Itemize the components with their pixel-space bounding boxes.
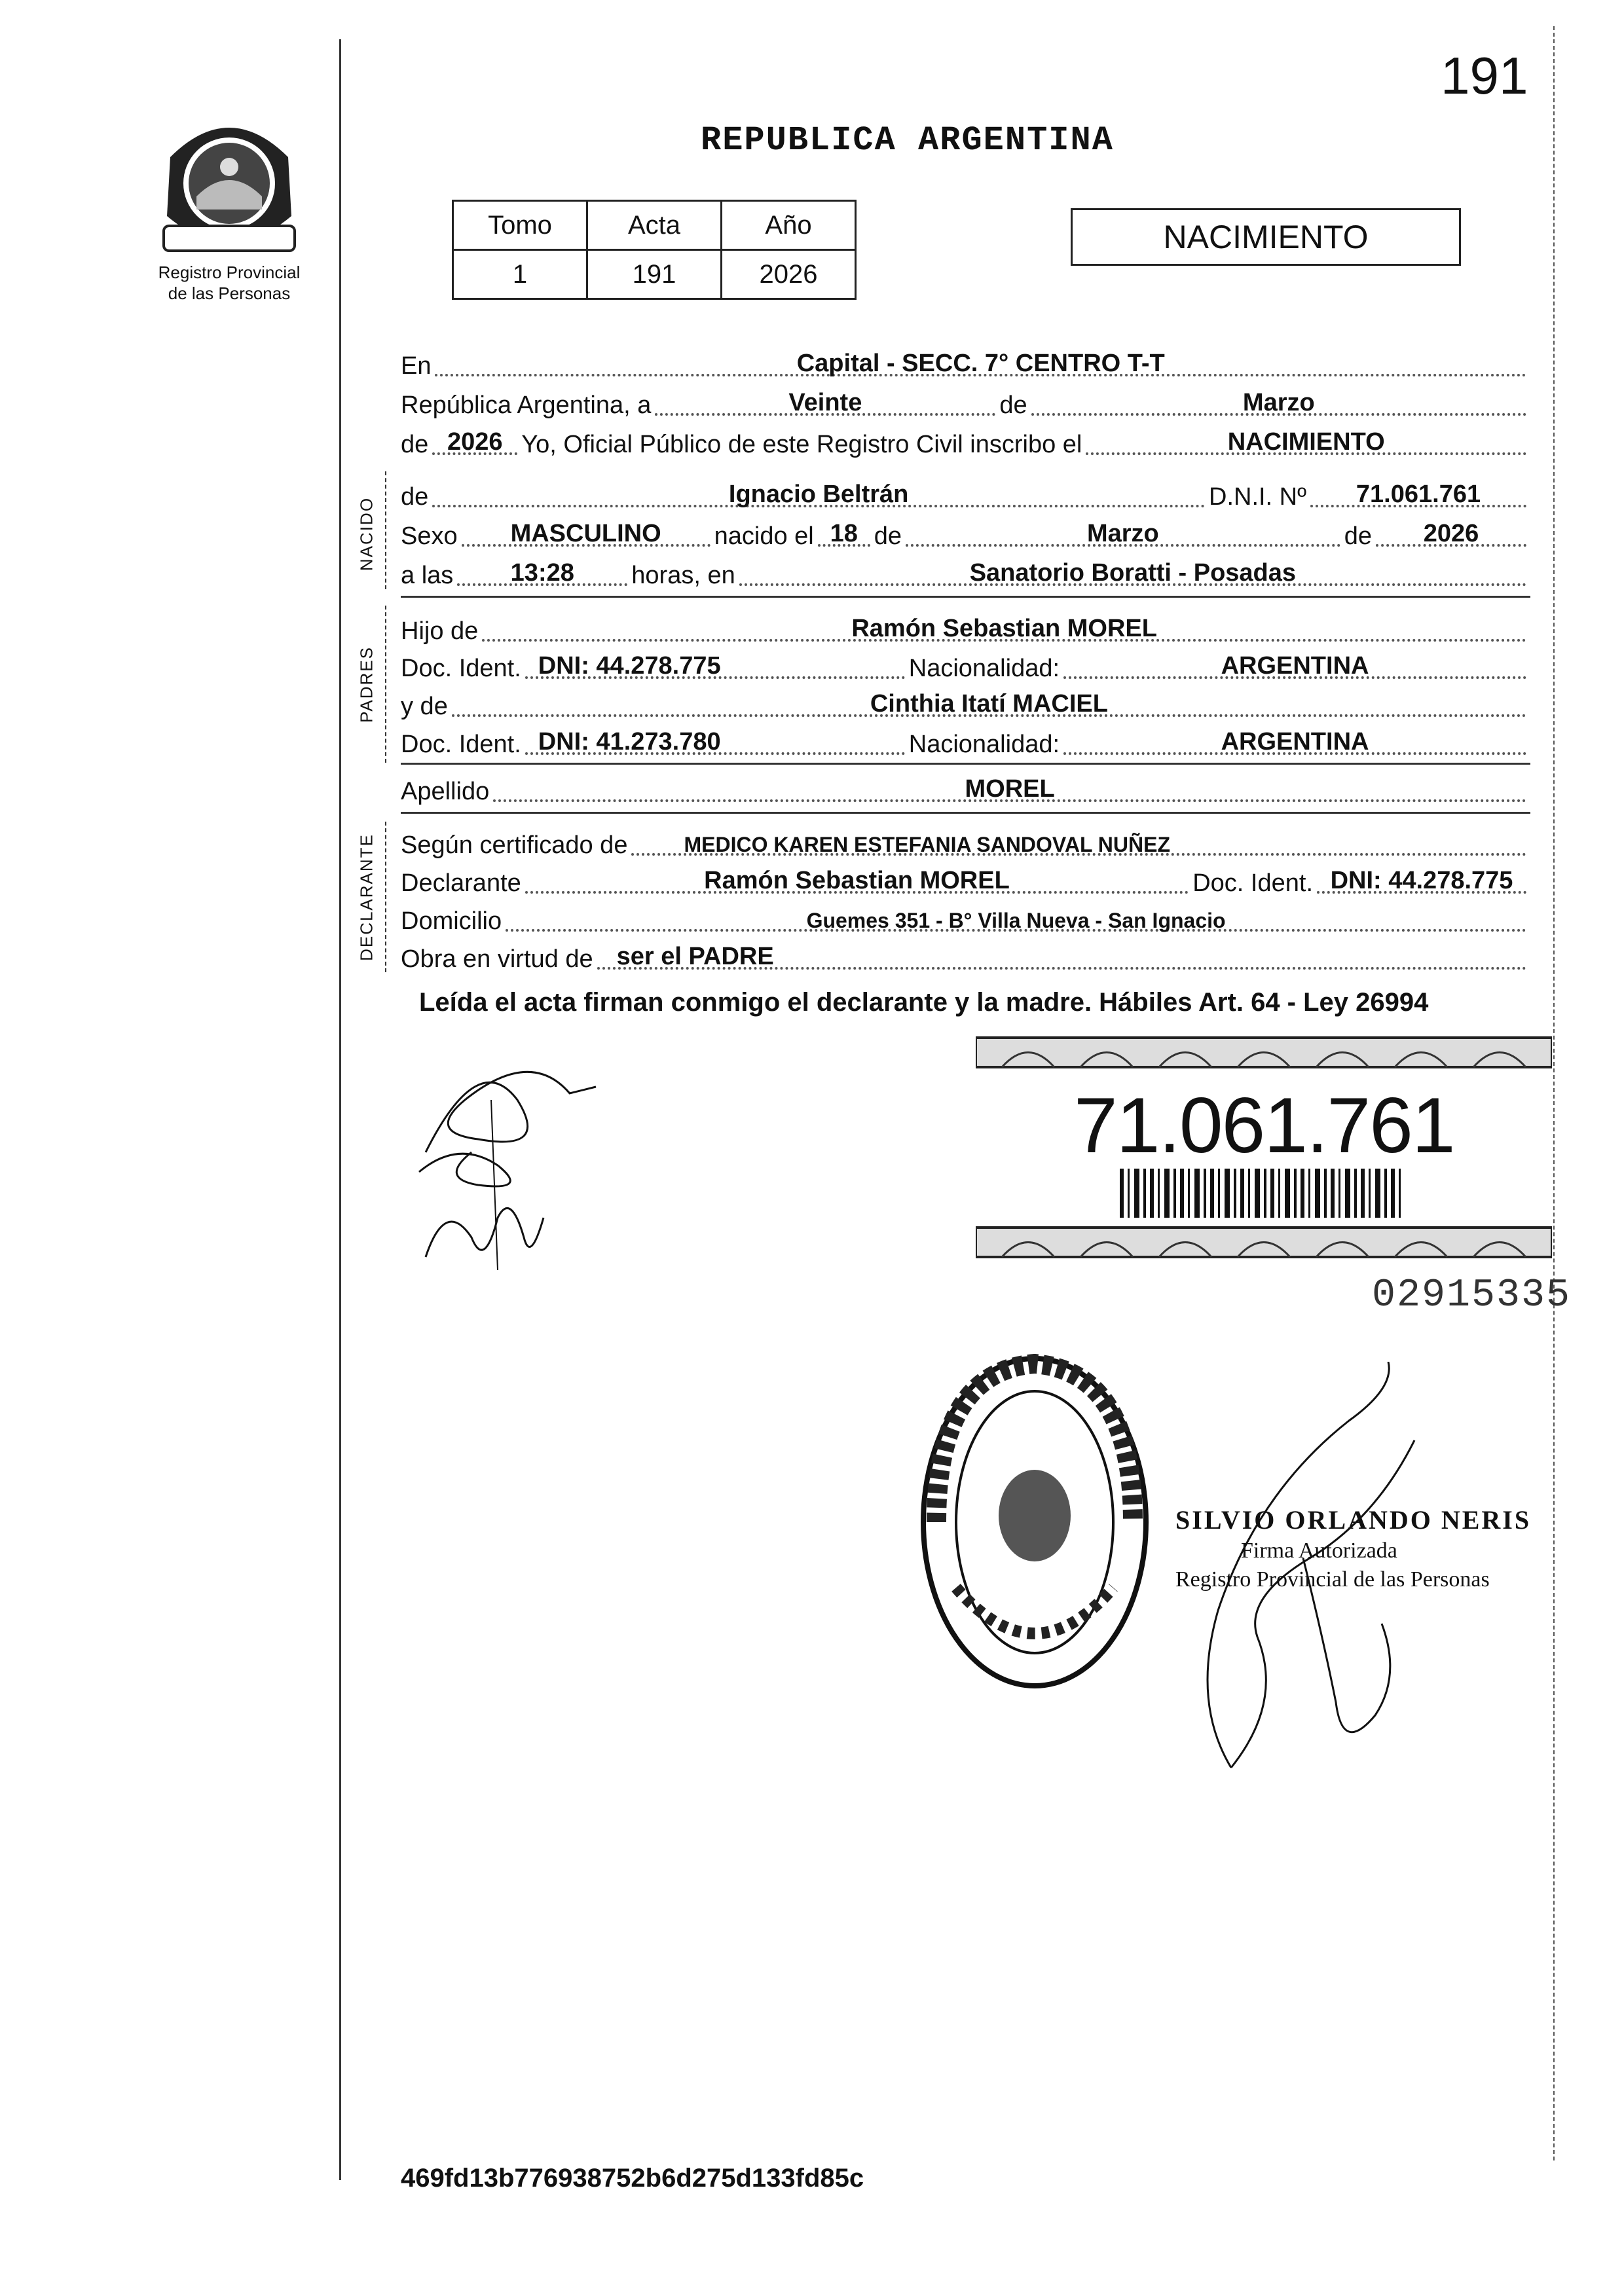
domicilio-value: Guemes 351 - B° Villa Nueva - San Ignacio	[806, 909, 1226, 932]
dni-field	[1310, 481, 1526, 508]
authority-block	[1175, 1506, 1531, 1594]
madre-field	[452, 690, 1526, 718]
madre-nac-value: ARGENTINA	[1221, 728, 1369, 756]
padre-doc-field	[525, 652, 905, 680]
padre-nac-label: Nacionalidad:	[908, 655, 1060, 682]
registro-provincial-caption	[111, 262, 347, 304]
madre-nac-field	[1063, 728, 1526, 756]
row-padre-doc	[401, 649, 1530, 685]
dni-value: 71.061.761	[1356, 481, 1481, 508]
separator-nacido	[401, 596, 1530, 598]
row-obra	[401, 940, 1530, 976]
nacido-el-label: nacido el	[714, 522, 814, 550]
apellido-field	[493, 775, 1526, 803]
y-de-label: y de	[401, 693, 448, 720]
nacido-section-label: NACIDO	[356, 496, 377, 572]
declarante-label: Declarante	[401, 869, 521, 897]
separator-padres	[401, 763, 1530, 765]
sexo-field	[462, 520, 710, 547]
row-hora	[401, 556, 1530, 592]
mes-value: Marzo	[1242, 389, 1315, 416]
dia-value: Veinte	[788, 389, 862, 416]
anio-field	[432, 428, 517, 456]
obra-field	[597, 943, 1526, 970]
madre-doc-value: DNI: 41.273.780	[538, 728, 721, 756]
provincia-misiones-seal	[151, 111, 308, 262]
row-fecha	[401, 386, 1530, 422]
declarant-signature	[399, 1021, 609, 1283]
lugar-value: Sanatorio Boratti - Posadas	[969, 559, 1297, 587]
registro-line-1: Registro Provincial	[158, 263, 301, 282]
sexo-value: MASCULINO	[510, 520, 661, 547]
dia-field	[655, 389, 995, 416]
padre-nombre-value: Ramón Sebastian MOREL	[851, 615, 1157, 642]
nombre-value: Ignacio Beltrán	[728, 481, 909, 508]
declarante-bracket	[385, 822, 386, 972]
row-sexo	[401, 517, 1530, 553]
mes-nac-value: Marzo	[1086, 520, 1159, 547]
tipo-acta-box: NACIMIENTO	[1071, 208, 1461, 266]
declarante-value: Ramón Sebastian MOREL	[704, 867, 1010, 894]
row-nombre	[401, 478, 1530, 514]
row-declarante	[401, 864, 1530, 900]
row-inscribo	[401, 426, 1530, 462]
padres-bracket	[385, 606, 386, 763]
declarante-doc-label: Doc. Ident.	[1192, 869, 1313, 897]
inscribo-value: NACIMIENTO	[1227, 428, 1385, 456]
hijo-de-label: Hijo de	[401, 617, 479, 645]
de-label: de	[999, 392, 1027, 419]
row-hijo-de	[401, 612, 1530, 648]
row-y-de	[401, 687, 1530, 723]
nombre-field	[432, 481, 1205, 508]
sexo-label: Sexo	[401, 522, 458, 550]
anio-value: 2026	[722, 250, 856, 299]
de2-label: de	[401, 431, 429, 458]
hora-field	[457, 559, 627, 587]
sticker-dni-number: 71.061.761	[1074, 1082, 1454, 1169]
anio-nac-value: 2026	[1423, 520, 1479, 547]
right-margin-line	[1553, 26, 1555, 2160]
madre-doc-field	[525, 728, 905, 756]
madre-doc-label: Doc. Ident.	[401, 731, 521, 758]
padre-field	[482, 615, 1526, 642]
registro-line-2: de las Personas	[168, 283, 291, 303]
oval-stamp	[917, 1352, 1153, 1692]
authority-name: SILVIO ORLANDO NERIS	[1175, 1505, 1532, 1535]
dni-label: D.N.I. Nº	[1209, 483, 1306, 511]
acta-header: Acta	[587, 201, 722, 250]
declarante-doc-field	[1317, 867, 1526, 894]
barcode	[1120, 1169, 1401, 1218]
madre-nombre-value: Cinthia Itatí MACIEL	[870, 690, 1108, 718]
apellido-value: MOREL	[965, 775, 1055, 803]
hora-value: 13:28	[510, 559, 574, 587]
en-field	[435, 350, 1526, 377]
republica-label: República Argentina, a	[401, 392, 652, 419]
declarante-doc-value: DNI: 44.278.775	[1330, 867, 1513, 894]
row-apellido	[401, 773, 1530, 809]
padres-section-label: PADRES	[356, 646, 377, 723]
horas-en-label: horas, en	[631, 562, 735, 589]
domicilio-label: Domicilio	[401, 907, 502, 935]
row-segun	[401, 826, 1530, 862]
de-mes-label: de	[874, 522, 902, 550]
apellido-label: Apellido	[401, 778, 490, 805]
separator-apellido	[401, 812, 1530, 814]
sticker-serial: 02915335	[1372, 1273, 1572, 1318]
row-madre-doc	[401, 725, 1530, 761]
obra-label: Obra en virtud de	[401, 945, 593, 973]
dia-nac-field	[818, 520, 870, 547]
yo-oficial-text: Yo, Oficial Público de este Registro Civil inscribo el	[521, 431, 1082, 458]
declarante-field	[525, 867, 1189, 894]
authority-role: Firma Autorizada	[1241, 1539, 1397, 1563]
madre-nac-label: Nacionalidad:	[908, 731, 1060, 758]
declarante-section-label: DECLARANTE	[356, 833, 377, 961]
obra-value: ser el PADRE	[616, 943, 774, 970]
a-las-label: a las	[401, 562, 454, 589]
padre-nac-value: ARGENTINA	[1221, 652, 1369, 680]
lugar-field	[739, 559, 1526, 587]
anio-nac-field	[1376, 520, 1526, 547]
domicilio-field	[506, 909, 1526, 932]
inscribo-field	[1086, 428, 1526, 456]
acta-value: 191	[587, 250, 722, 299]
padre-doc-value: DNI: 44.278.775	[538, 652, 721, 680]
mes-field	[1031, 389, 1526, 416]
en-label: En	[401, 352, 432, 380]
anio-intro-value: 2026	[447, 428, 503, 456]
row-en	[401, 347, 1530, 383]
segun-field	[631, 833, 1526, 856]
footer-hash: 469fd13b776938752b6d275d133fd85c	[401, 2164, 864, 2193]
country-title: REPUBLICA ARGENTINA	[701, 121, 1114, 160]
anio-header: Año	[722, 201, 856, 250]
row-domicilio	[401, 902, 1530, 938]
nacido-de-label: de	[401, 483, 429, 511]
authority-office: Registro Provincial de las Personas	[1175, 1567, 1490, 1592]
dia-nac-value: 18	[830, 520, 858, 547]
nacido-bracket	[385, 471, 386, 589]
tomo-value: 1	[453, 250, 587, 299]
segun-value: MEDICO KAREN ESTEFANIA SANDOVAL NUÑEZ	[684, 833, 1171, 856]
mes-nac-field	[906, 520, 1340, 547]
leida-statement: Leída el acta firman conmigo el declarante y la madre. Hábiles Art. 64 - Ley 26994	[419, 988, 1429, 1017]
left-margin-line	[339, 39, 341, 2180]
de-anio-label: de	[1344, 522, 1372, 550]
padre-doc-label: Doc. Ident.	[401, 655, 521, 682]
en-value: Capital - SECC. 7° CENTRO T-T	[796, 350, 1165, 377]
tomo-header: Tomo	[453, 201, 587, 250]
tomo-acta-anio-table	[452, 200, 857, 300]
padre-nac-field	[1063, 652, 1526, 680]
segun-label: Según certificado de	[401, 831, 628, 859]
page-number: 191	[1441, 46, 1528, 105]
